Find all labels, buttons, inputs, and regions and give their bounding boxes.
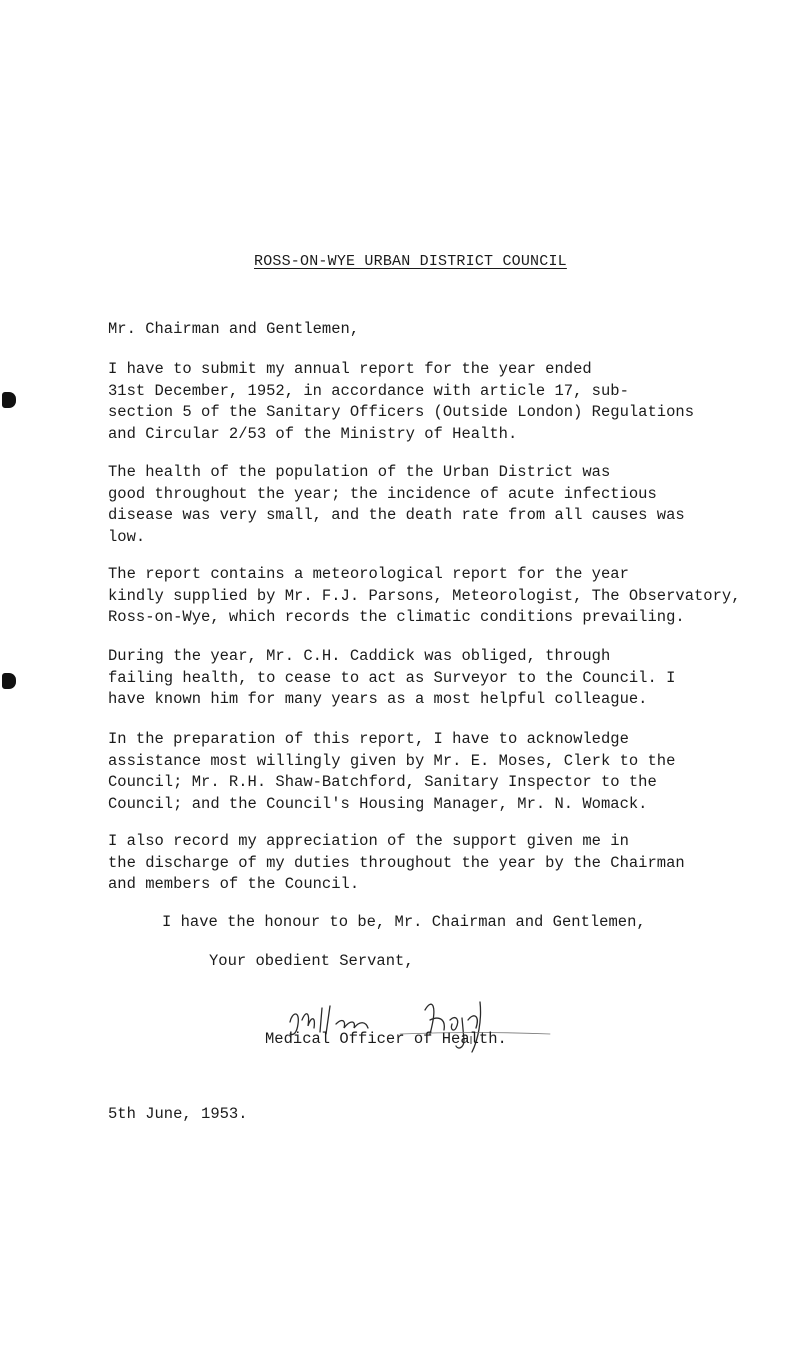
paragraph-line: I also record my appreciation of the support given me in <box>108 832 629 850</box>
punch-hole-mark <box>2 392 16 408</box>
paragraph-surveyor <box>108 646 798 711</box>
paragraph-line: I have to submit my annual report for the year ended <box>108 360 592 378</box>
paragraph-line: good throughout the year; the incidence of acute infectious <box>108 484 657 503</box>
paragraph-line: Ross-on-Wye, which records the climatic conditions prevailing. <box>108 608 685 626</box>
paragraph-line: low. <box>108 527 146 546</box>
paragraph-line: In the preparation of this report, I have to acknowledge <box>108 730 629 748</box>
paragraph-line: disease was very small, and the death rate from all causes was <box>108 506 685 524</box>
officer-title: Medical Officer of Health. <box>265 1030 507 1048</box>
paragraph-health <box>108 462 798 548</box>
valediction: Your obedient Servant, <box>209 952 414 970</box>
paragraph-acknowledgement <box>108 729 798 815</box>
paragraph-line: Council; and the Council's Housing Manager, Mr. N. Womack. <box>108 794 648 813</box>
paragraph-line: 31st December, 1952, in accordance with article 17, sub- <box>108 381 629 400</box>
paragraph-line: have known him for many years as a most helpful colleague. <box>108 690 648 708</box>
paragraph-line: assistance most willingly given by Mr. E. Moses, Clerk to the <box>108 751 676 770</box>
paragraph-line: The health of the population of the Urban District was <box>108 463 611 481</box>
document-heading: ROSS-ON-WYE URBAN DISTRICT COUNCIL <box>254 253 567 270</box>
paragraph-submission <box>108 359 798 445</box>
paragraph-meteorology <box>108 564 798 629</box>
paragraph-line: section 5 of the Sanitary Officers (Outside London) Regulations <box>108 403 694 421</box>
paragraph-line: kindly supplied by Mr. F.J. Parsons, Meteorologist, The Observatory, <box>108 586 741 605</box>
handwritten-signature <box>250 990 670 1060</box>
paragraph-line: the discharge of my duties throughout the year by the Chairman <box>108 853 685 872</box>
paragraph-line: and Circular 2/53 of the Ministry of Health. <box>108 424 518 443</box>
paragraph-line: failing health, to cease to act as Surveyor to the Council. I <box>108 668 676 687</box>
paragraph-appreciation <box>108 831 798 896</box>
paragraph-line: Council; Mr. R.H. Shaw-Batchford, Sanitary Inspector to the <box>108 773 657 791</box>
paragraph-line: During the year, Mr. C.H. Caddick was obliged, through <box>108 647 611 665</box>
closing-line: I have the honour to be, Mr. Chairman and Gentlemen, <box>162 913 646 931</box>
punch-hole-mark <box>2 673 16 689</box>
paragraph-line: The report contains a meteorological report for the year <box>108 565 629 583</box>
salutation: Mr. Chairman and Gentlemen, <box>108 320 360 338</box>
document-date: 5th June, 1953. <box>108 1105 248 1123</box>
paragraph-line: and members of the Council. <box>108 875 360 893</box>
